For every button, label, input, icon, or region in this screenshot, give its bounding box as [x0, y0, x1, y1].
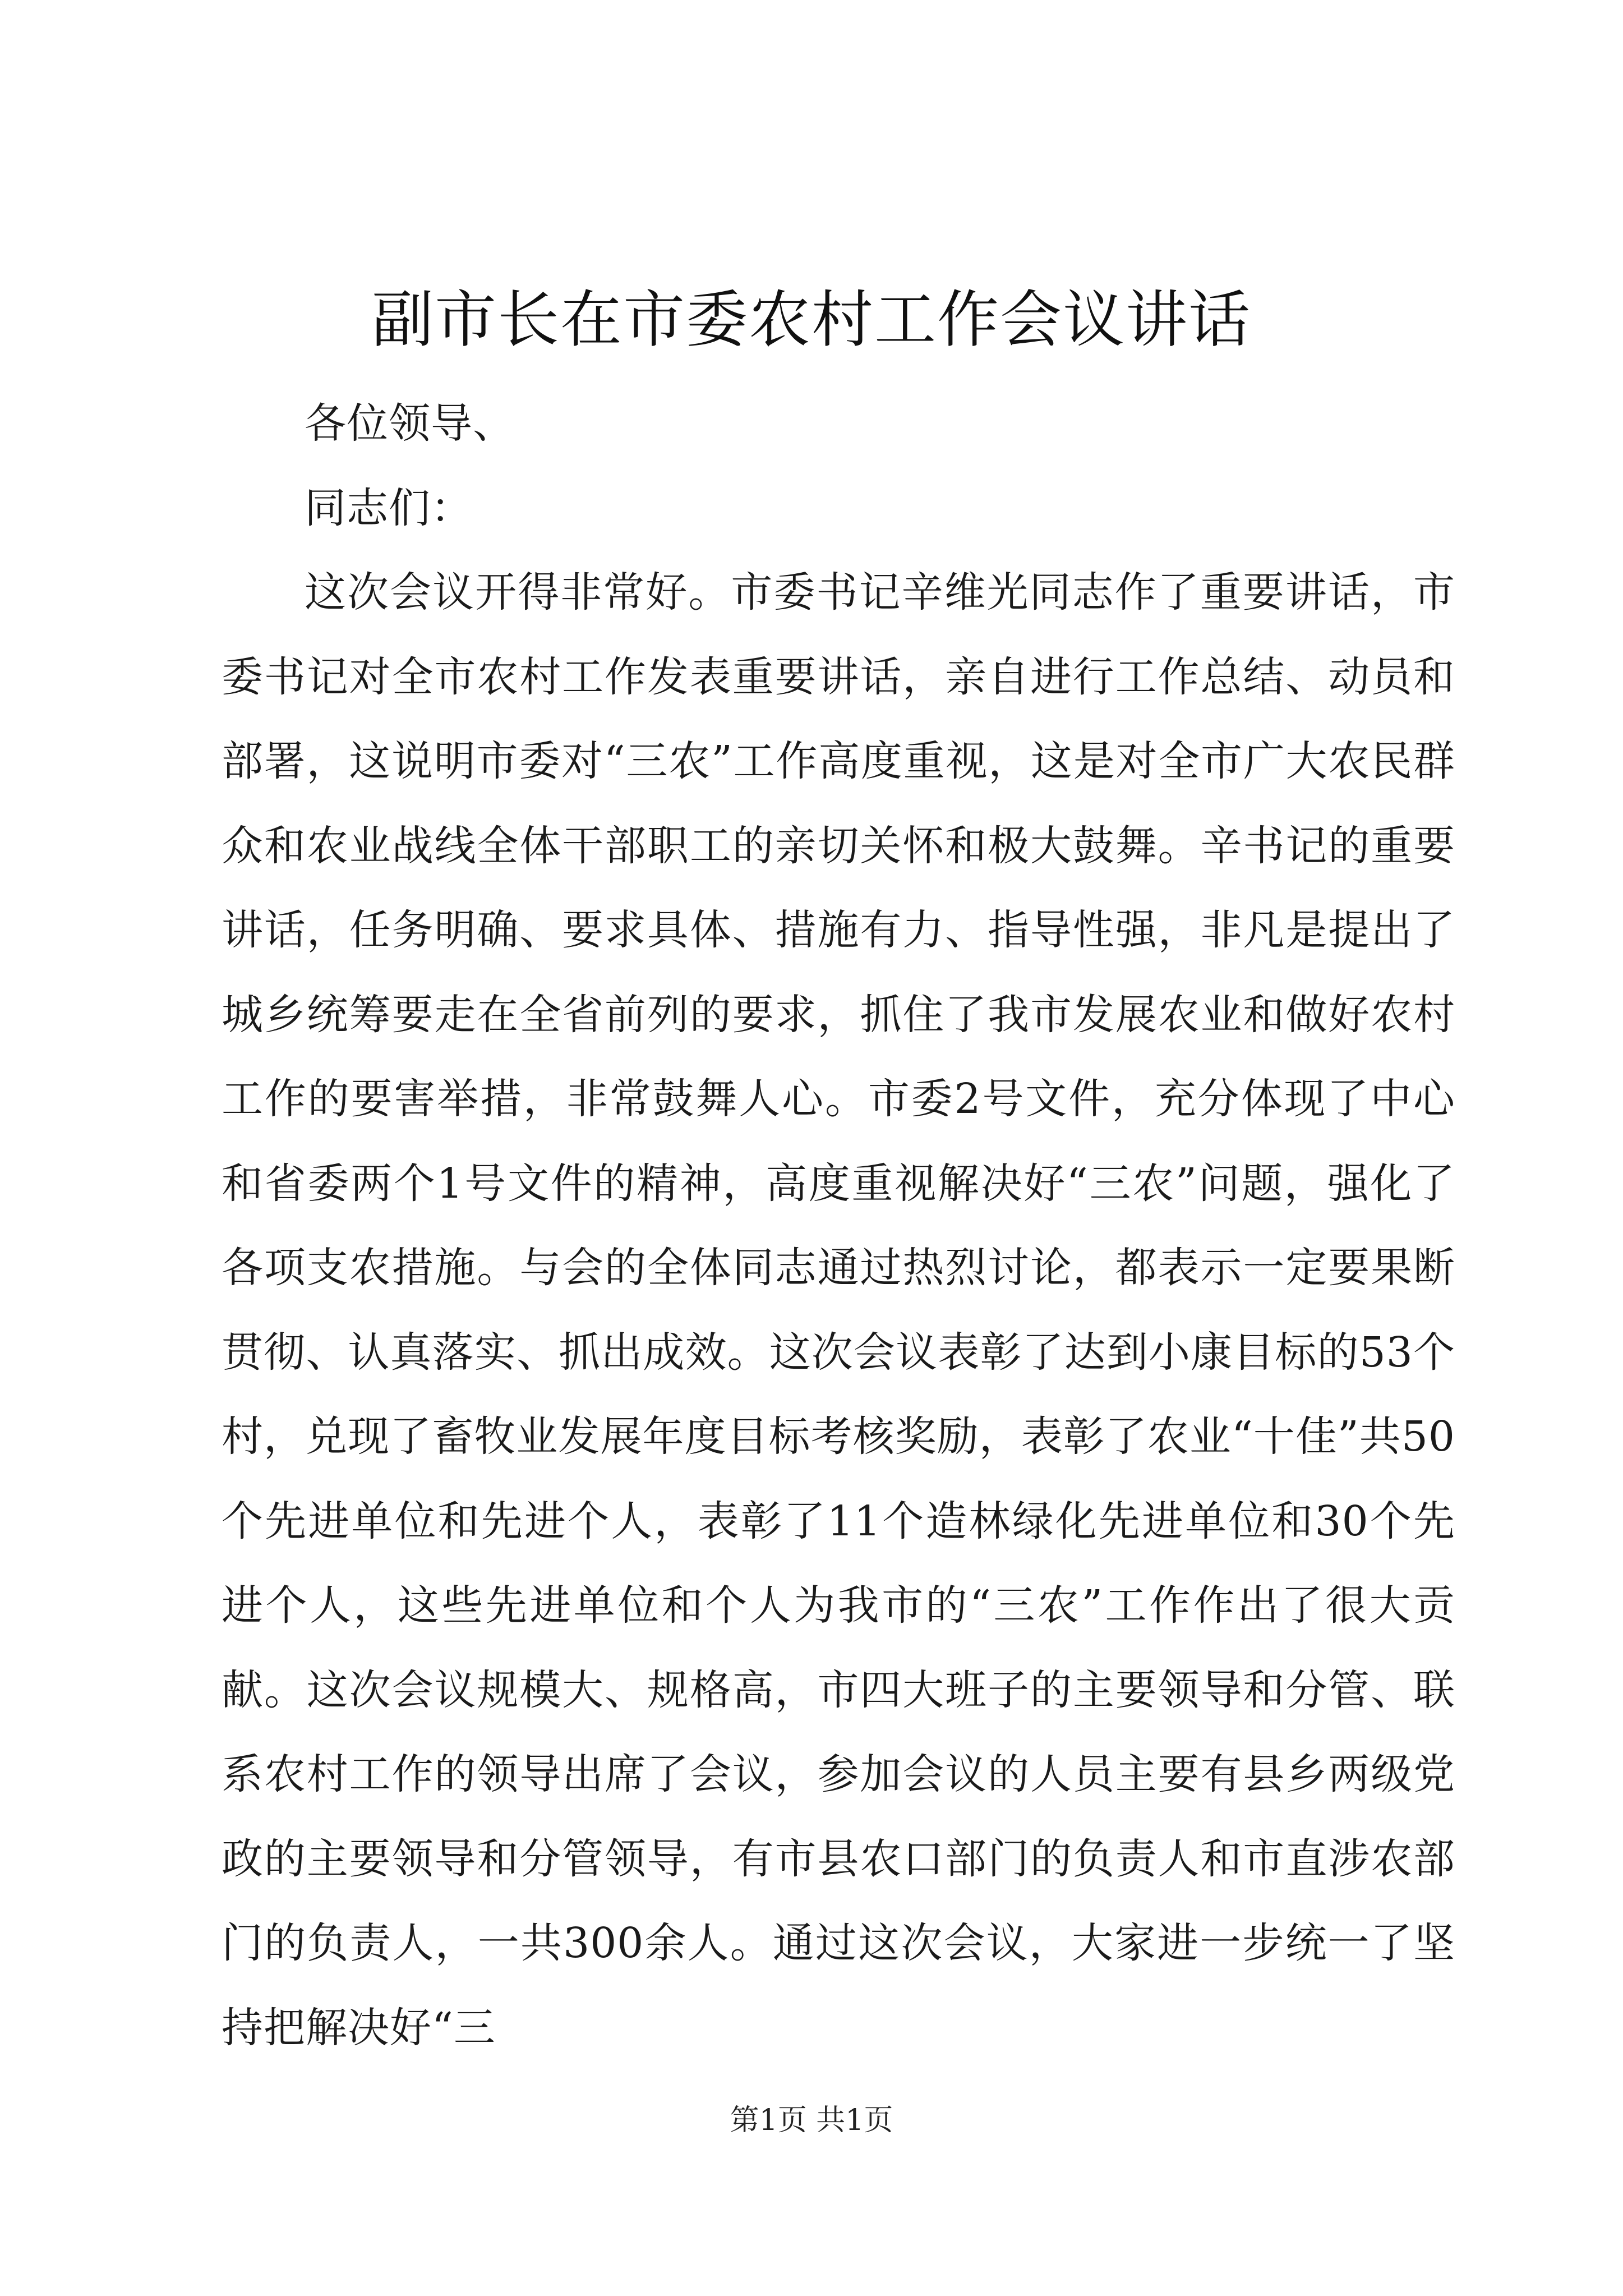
salutation-line-1: 各位领导、	[305, 399, 515, 448]
body-paragraph: 这次会议开得非常好。市委书记辛维光同志作了重要讲话，市委书记对全市农村工作发表重要讲话，亲自进行工作总结、动员和部署，这说明市委对“三农”工作高度重视，这是对全市广大农民群众和农业战线全体干部职工的亲切关怀和极大鼓舞。辛书记的重要讲话，任务明确、要求具体、措施有力、指导性强，非凡是提出了城乡统筹要走在全省前列的要求，抓住了我市发展农业和做好农村工作的要害举措，非常鼓舞人心。市委2号文件，充分体现了中心和省委两个1号文件的精神，高度重视解决好“三农”问题，强化了各项支农措施。与会的全体同志通过热烈讨论，都表示一定要果断贯彻、认真落实、抓出成效。这次会议表彰了达到小康目标的53个村，兑现了畜牧业发展年度目标考核奖励，表彰了农业“十佳”共50个先进单位和先进个人，表彰了11个造林绿化先进单位和30个先进个人，这些先进单位和个人为我市的“三农”工作作出了很大贡献。这次会议规模大、规格高，市四大班子的主要领导和分管、联系农村工作的领导出席了会议，参加会议的人员主要有县乡两级党政的主要领导和分管领导，有市县农口部门的负责人和市直涉农部门的负责人，一共300余人。通过这次会议，大家进一步统一了坚持把解决好“三	[222, 568, 1455, 2052]
page-footer: 第1页 共1页	[730, 2104, 893, 2137]
salutation-line-2: 同志们：	[305, 484, 473, 532]
document-body	[222, 381, 1455, 2070]
document-title: 副市长在市委农村工作会议讲话	[372, 284, 1251, 356]
